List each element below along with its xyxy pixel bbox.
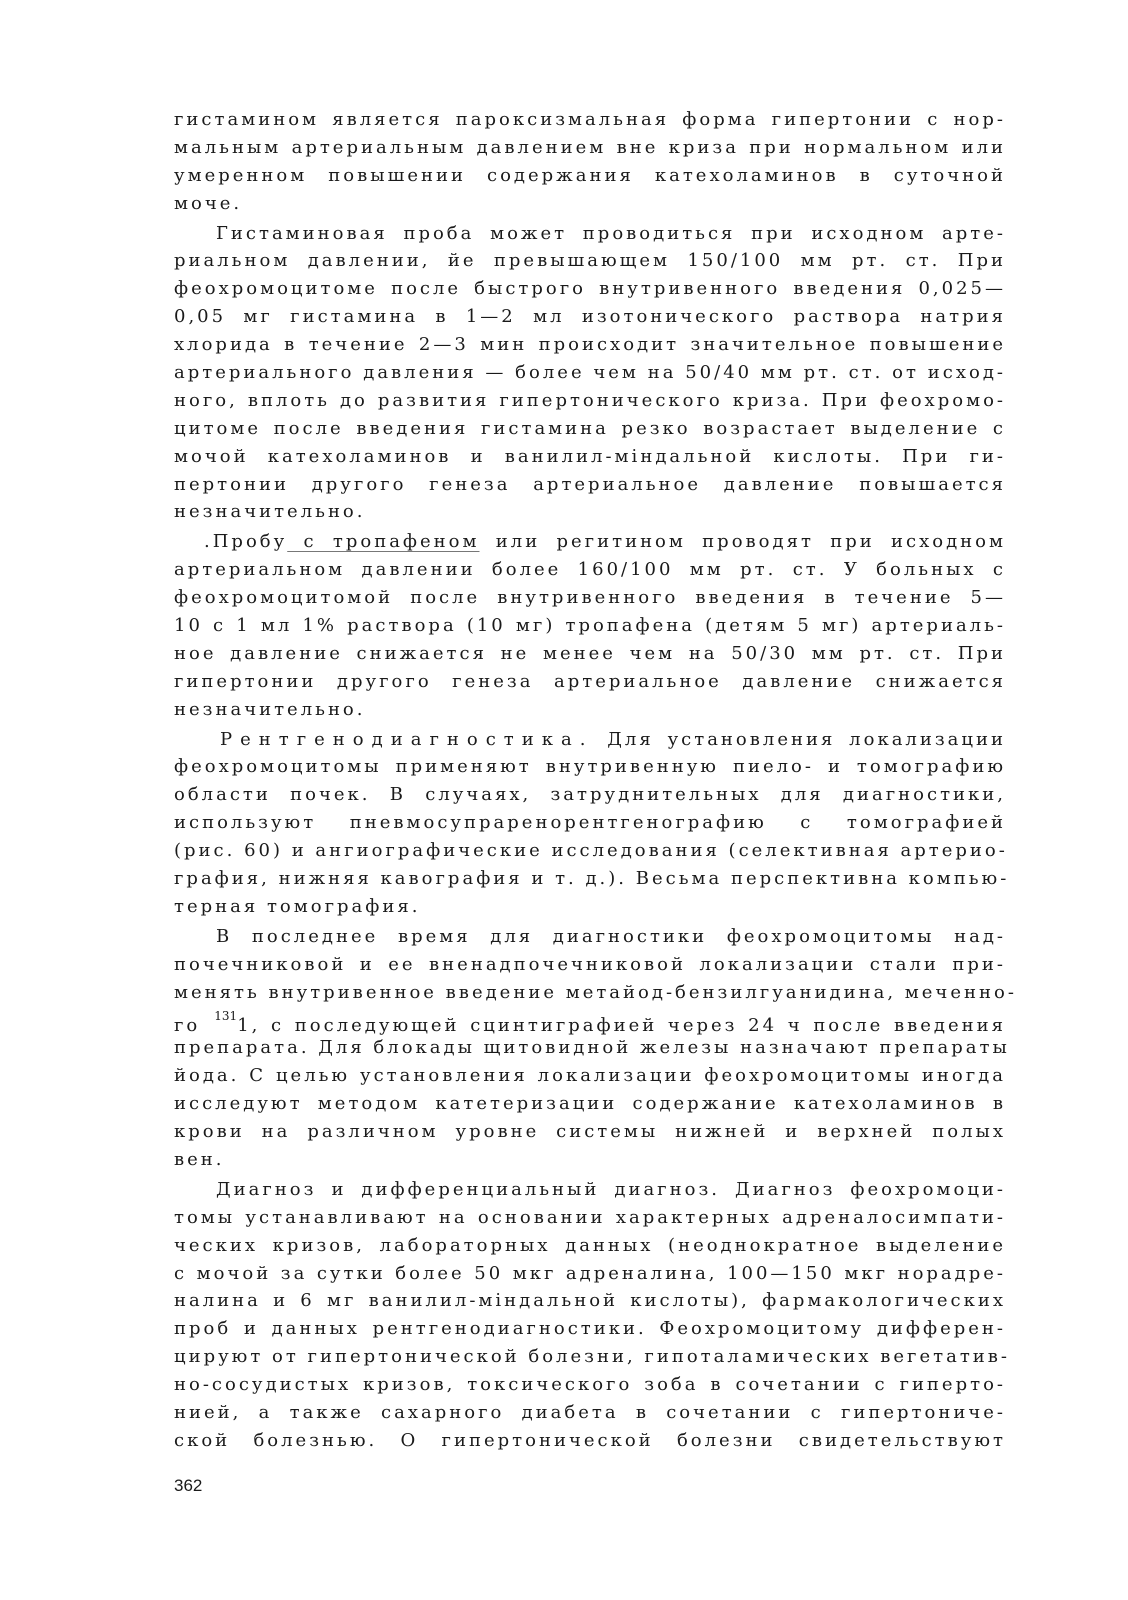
text-line: крови на различном уровне системы нижней и верхней полых [174, 1121, 1006, 1143]
text-line: моче. [174, 192, 243, 214]
section-heading: Рентгенодиагностика. [220, 728, 594, 750]
line-remainder: или регитином проводят при исходном [479, 531, 1006, 553]
paragraph-2 [174, 220, 1006, 527]
text-line: незначительно. [174, 501, 366, 523]
text-line: цируют от гипертонической болезни, гипоталамических вегетатив- [174, 1346, 1010, 1368]
underlined-phrase: с тропафеном [287, 531, 480, 553]
text-line: незначительно. [174, 698, 366, 720]
word-fragment: го [174, 1014, 201, 1036]
text-line [174, 1007, 1006, 1035]
text-line: Гистаминовая проба может проводиться при исходном арте- [216, 222, 1006, 244]
text-line: нией, а также сахарного диабета в сочетании с гипертониче- [174, 1401, 1006, 1423]
text-line: риальном давлении, йе превышающем 150/100 мм рт. ст. При [174, 250, 1006, 272]
text-line: области почек. В случаях, затруднительных для диагностики, [174, 784, 1006, 806]
text-line: но-сосудистых кризов, токсического зоба в сочетании с гиперто- [174, 1374, 1006, 1396]
text-line: 10 с 1 мл 1% раствора (10 мг) тропафена (детям 5 мг) артериаль- [174, 615, 1006, 637]
text-line: терная томография. [174, 895, 421, 917]
text-line: ное давление снижается не менее чем на 50/30 мм рт. ст. При [174, 642, 1006, 664]
text-line: гипертонии другого генеза артериальное давление снижается [174, 670, 1006, 692]
text-line: (рис. 60) и ангиографические исследования (селективная артерио- [174, 840, 1008, 862]
text-line: артериальном давлении более 160/100 мм рт. ст. У больных с [174, 559, 1006, 581]
text-line: умеренном повышении содержания катехоламинов в суточной [174, 164, 1006, 186]
line-remainder: Для установления локализации [593, 728, 1006, 750]
text-line: налина и 6 мг ванилил-міндальной кислоты), фармакологических [174, 1290, 1006, 1312]
paragraph-4 [174, 726, 1010, 921]
text-line: используют пневмосупраренорентгенографию с томографией [174, 812, 1006, 834]
text-line: йода. С целью установления локализации феохромоцитомы иногда [174, 1065, 1006, 1087]
isotope-superscript: 131 [214, 1008, 238, 1023]
text-line: пертонии другого генеза артериальное давление повышается [174, 473, 1006, 495]
text-line: менять внутривенное введение метайод-бензилгуанидина, меченно- [174, 981, 1017, 1003]
text-line: В последнее время для диагностики феохромоцитомы над- [216, 925, 1006, 947]
text-line: 0,05 мг гистамина в 1—2 мл изотонического раствора натрия [174, 306, 1006, 328]
text-line: гистамином является пароксизмальная форма гипертонии с нор- [174, 109, 1006, 130]
text-line: проб и данных рентгенодиагностики. Феохромоцитому дифферен- [174, 1318, 1006, 1340]
text-line: исследуют методом катетеризации содержание катехоламинов в [174, 1093, 1006, 1115]
text-line: томы устанавливают на основании характерных адреналосимпати- [174, 1206, 1006, 1228]
paragraph-6 [174, 1176, 1010, 1455]
line-remainder: 1, с последующей сцинтиграфией через 24 ч после введения [237, 1014, 1006, 1036]
text-line: цитоме после введения гистамина резко возрастает выделение с [174, 417, 1006, 439]
text-line: хлорида в течение 2—3 мин происходит значительное повышение [174, 334, 1006, 356]
text-line: ного, вплоть до развития гипертонического криза. При феохромо- [174, 389, 1006, 411]
paragraph-1 [174, 106, 1006, 218]
text-line: с мочой за сутки более 50 мкг адреналина, 100—150 мкг норадре- [174, 1262, 1006, 1284]
text-line: феохромоцитоме после быстрого внутривенного введения 0,025— [174, 278, 1006, 300]
page-number: 362 [174, 1476, 203, 1495]
text-line: феохромоцитомы применяют внутривенную пиело- и томографию [174, 756, 1006, 778]
text-line: Диагноз и дифференциальный диагноз. Диагноз феохромоци- [216, 1178, 1006, 1200]
text-line: мальным артериальным давлением вне криза при нормальном или [174, 136, 1006, 158]
paragraph-start: .Пробу [204, 531, 288, 553]
text-line [174, 528, 1006, 556]
text-line: ческих кризов, лабораторных данных (неоднократное выделение [174, 1234, 1006, 1256]
text-line: препарата. Для блокады щитовидной железы назначают препараты [174, 1037, 1010, 1059]
text-line: вен. [174, 1148, 225, 1170]
text-line: графия, нижняя кавография и т. д.). Весьма перспективна компью- [174, 868, 1010, 890]
page-body [174, 106, 1017, 1455]
text-line: почечниковой и ее вненадпочечниковой локализации стали при- [174, 953, 1006, 975]
paragraph-3 [174, 528, 1006, 723]
text-line [174, 726, 1006, 754]
text-line: артериального давления — более чем на 50/40 мм рт. ст. от исход- [174, 362, 1006, 384]
text-line: феохромоцитомой после внутривенного введения в течение 5— [174, 587, 1006, 609]
text-line: мочой катехоламинов и ванилил-міндальной кислоты. При ги- [174, 445, 1006, 467]
text-line: ской болезнью. О гипертонической болезни свидетельствуют [174, 1429, 1006, 1451]
paragraph-5 [174, 923, 1017, 1174]
